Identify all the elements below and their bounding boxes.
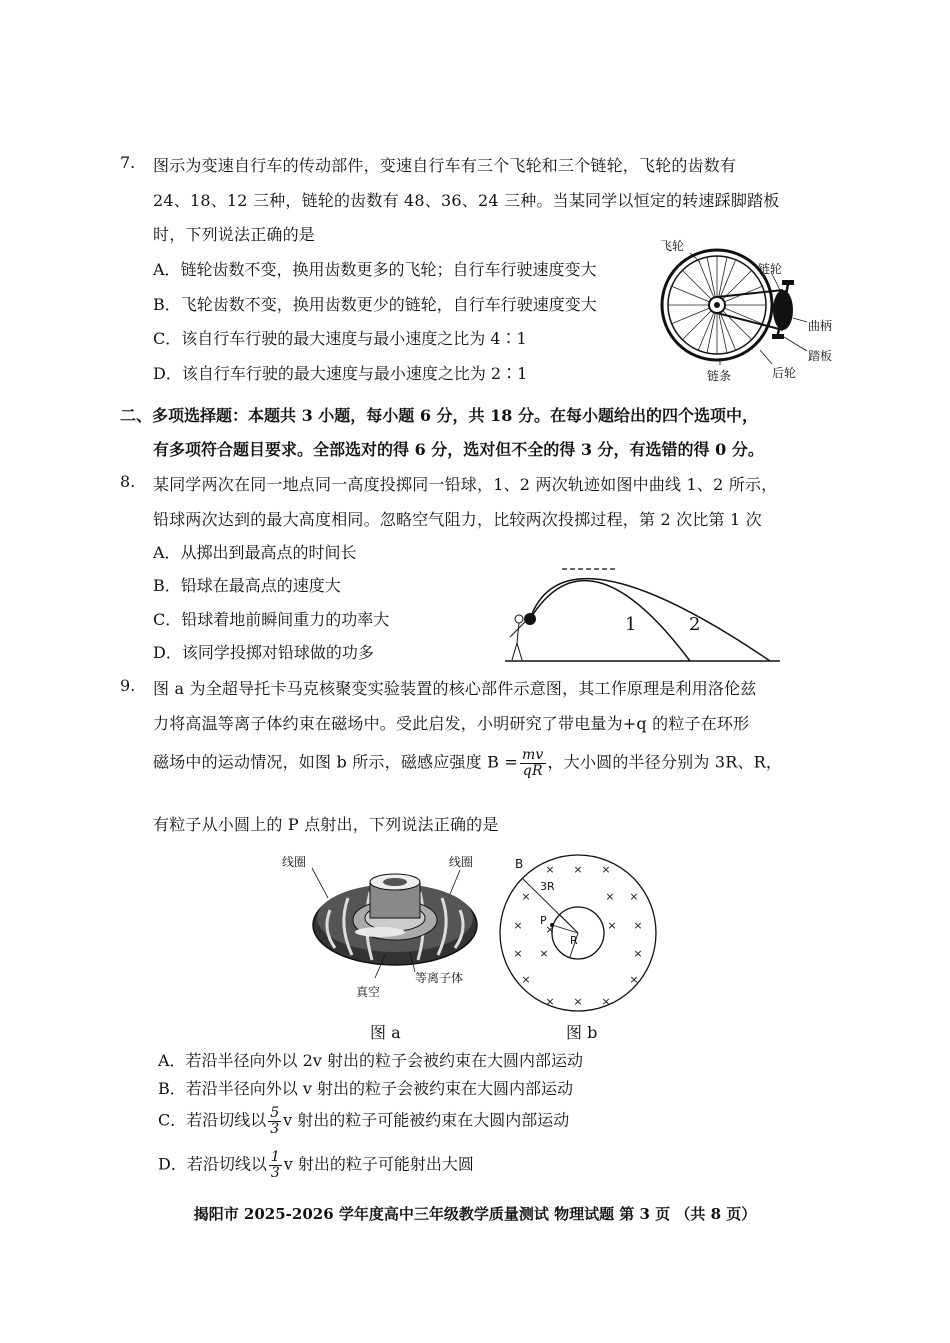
svg-text:×: × — [633, 919, 643, 932]
q8-option-b: B．铅球在最高点的速度大 — [153, 576, 341, 595]
radius-R-label: R — [570, 934, 578, 947]
svg-text:×: × — [633, 947, 643, 960]
q9-option-d-post: v 射出的粒子可能射出大圆 — [283, 1154, 474, 1174]
coil-label-right: 线圈 — [449, 855, 474, 869]
option-d-fraction — [269, 1150, 282, 1180]
svg-text:×: × — [573, 863, 583, 876]
option-c-fraction — [268, 1106, 281, 1136]
magnetic-field-fraction — [520, 748, 546, 778]
fraction-numerator: 5 — [270, 1105, 280, 1121]
q9-option-c — [158, 1106, 569, 1136]
section2-heading-line2: 有多项符合题目要求。全部选对的得 6 分，选对但不全的得 3 分，有选错的得 0 分。 — [153, 440, 764, 459]
fraction-denominator: 3 — [270, 1120, 280, 1137]
q9-option-c-pre: C．若沿切线以 — [158, 1110, 267, 1130]
q9-stem-line2: 力将高温等离子体约束在磁场中。受此启发，小明研究了带电量为+q 的粒子在环形 — [153, 714, 750, 733]
svg-text:×: × — [629, 973, 639, 986]
fraction-denominator: qR — [522, 762, 543, 779]
q8-option-c: C．铅球着地前瞬间重力的功率大 — [153, 610, 390, 629]
shotput-trajectory-figure — [500, 555, 790, 675]
svg-text:×: × — [629, 890, 639, 903]
svg-text:×: × — [513, 947, 523, 960]
q9-option-c-post: v 射出的粒子可能被约束在大圆内部运动 — [283, 1110, 570, 1130]
vacuum-label: 真空 — [356, 985, 381, 999]
q8-option-a: A．从掷出到最高点的时间长 — [153, 543, 357, 562]
q7-stem-line3: 时，下列说法正确的是 — [153, 225, 316, 244]
svg-text:×: × — [539, 947, 549, 960]
svg-text:×: × — [545, 863, 555, 876]
q7-stem-line1: 图示为变速自行车的传动部件，变速自行车有三个飞轮和三个链轮，飞轮的齿数有 — [153, 156, 737, 175]
q7-number: 7. — [120, 153, 136, 172]
svg-text:×: × — [513, 919, 523, 932]
svg-text:×: × — [605, 890, 615, 903]
q9-stem-line3-post: ，大小圆的半径分别为 3R、R， — [547, 752, 783, 772]
fraction-denominator: 3 — [270, 1164, 280, 1181]
q9-stem-line3 — [153, 748, 782, 778]
q8-number: 8. — [120, 472, 136, 491]
q9-stem-line4: 有粒子从小圆上的 P 点射出，下列说法正确的是 — [153, 815, 499, 834]
svg-text:×: × — [601, 863, 611, 876]
tokamak-figure — [300, 860, 490, 980]
svg-text:×: × — [521, 890, 531, 903]
svg-text:×: × — [573, 995, 583, 1008]
curve-1-label: 1 — [625, 614, 637, 635]
q7-option-a: A．链轮齿数不变，换用齿数更多的飞轮；自行车行驶速度变大 — [153, 260, 597, 279]
svg-text:×: × — [545, 995, 555, 1008]
figure-a-caption: 图 a — [370, 1023, 401, 1042]
q7-option-d: D．该自行车行驶的最大速度与最小速度之比为 2∶1 — [153, 364, 528, 383]
chain-label: 链条 — [707, 369, 732, 383]
coil-label-left: 线圈 — [282, 855, 307, 869]
q9-number: 9. — [120, 676, 136, 695]
q8-option-d: D．该同学投掷对铅球做的功多 — [153, 643, 374, 662]
page-footer: 揭阳市 2025-2026 学年度高中三年级教学质量测试 物理试题 第 3 页 （共 8 页） — [193, 1205, 757, 1223]
q9-option-a: A．若沿半径向外以 2v 射出的粒子会被约束在大圆内部运动 — [158, 1051, 583, 1070]
q9-option-b: B．若沿半径向外以 v 射出的粒子会被约束在大圆内部运动 — [158, 1079, 573, 1098]
q7-option-c: C．该自行车行驶的最大速度与最小速度之比为 4∶1 — [153, 329, 527, 348]
q8-stem-line2: 铅球两次达到的最大高度相同。忽略空气阻力，比较两次投掷过程，第 2 次比第 1 次 — [153, 510, 762, 529]
crank-label: 曲柄 — [808, 319, 833, 333]
section2-heading-line1: 二、多项选择题：本题共 3 小题，每小题 6 分，共 18 分。在每小题给出的四个选项中， — [120, 406, 758, 425]
q7-stem-line2: 24、18、12 三种，链轮的齿数有 48、36、24 三种。当某同学以恒定的转速踩脚踏板 — [153, 191, 780, 210]
rear-wheel-label: 后轮 — [772, 366, 797, 380]
plasma-label: 等离子体 — [415, 971, 464, 985]
q9-option-d-pre: D．若沿切线以 — [158, 1154, 267, 1174]
point-P-label: P — [540, 914, 547, 927]
q8-stem-line1: 某同学两次在同一地点同一高度投掷同一铅球，1、2 两次轨迹如图中曲线 1、2 所示， — [153, 475, 778, 494]
flywheel-label: 飞轮 — [660, 239, 685, 253]
svg-text:×: × — [601, 995, 611, 1008]
q9-option-d — [158, 1150, 474, 1180]
chainring-label: 链轮 — [758, 262, 783, 276]
figure-b-caption: 图 b — [566, 1023, 598, 1042]
field-B-label: B — [515, 857, 524, 871]
q7-option-b: B．飞轮齿数不变，换用齿数更少的链轮，自行车行驶速度变大 — [153, 295, 597, 314]
q9-stem-line1: 图 a 为全超导托卡马克核聚变实验装置的核心部件示意图，其工作原理是利用洛伦兹 — [153, 679, 757, 698]
fraction-numerator: 1 — [270, 1149, 280, 1165]
svg-text:×: × — [521, 973, 531, 986]
pedal-label: 踏板 — [808, 349, 833, 363]
fraction-numerator: mv — [521, 747, 544, 763]
q9-stem-line3-pre: 磁场中的运动情况，如图 b 所示，磁感应强度 B = — [153, 752, 518, 772]
radius-3R-label: 3R — [540, 880, 555, 893]
svg-text:×: × — [545, 923, 555, 936]
annular-field-figure — [490, 845, 665, 1020]
curve-2-label: 2 — [689, 614, 701, 635]
svg-text:×: × — [607, 919, 617, 932]
